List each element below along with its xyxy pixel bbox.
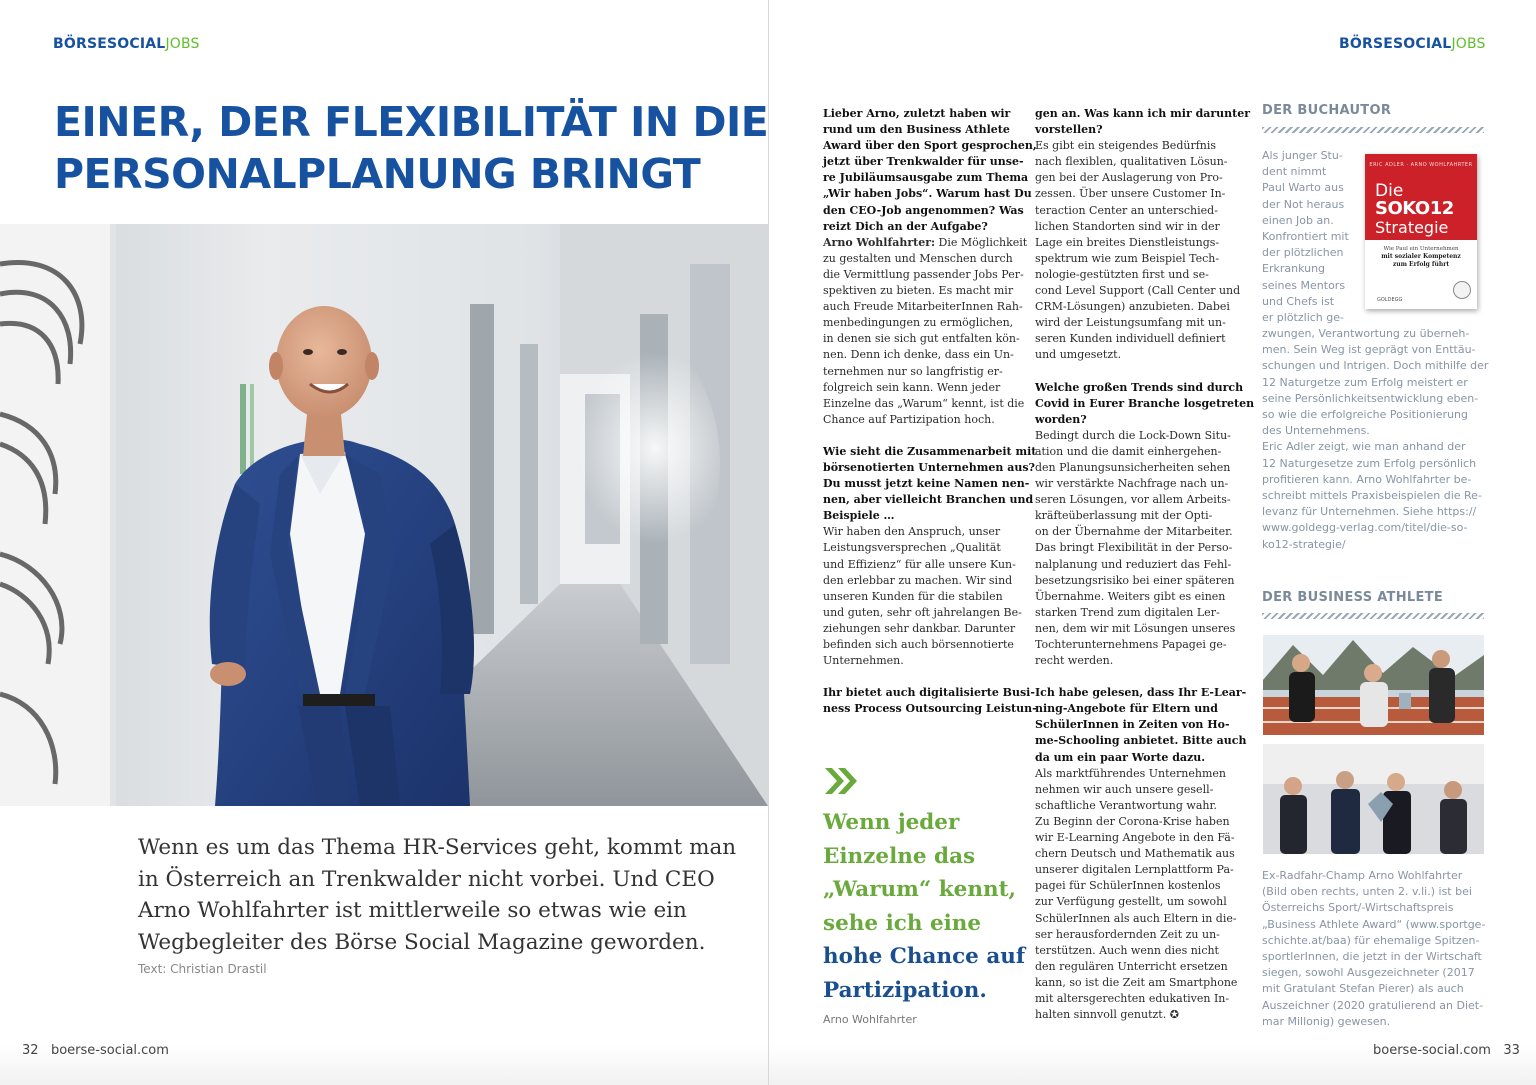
book-publisher: GOLDEGG — [1377, 297, 1403, 303]
lead-line: in Österreich an Trenkwalder nicht vorbei. Und CEO — [138, 866, 715, 892]
book-title: Strategie — [1375, 218, 1449, 237]
sidebar-title-author: DER BUCHAUTOR — [1262, 103, 1392, 118]
sidebar-rule — [1262, 127, 1484, 133]
brand-logo: BÖRSESOCIALJOBS — [1339, 36, 1486, 52]
author-credit: Text: Christian Drastil — [138, 962, 267, 976]
brand-logo: BÖRSESOCIALJOBS — [53, 36, 200, 52]
headline — [54, 96, 768, 200]
lead-line: Wegbegleiter des Börse Social Magazine geworden. — [138, 929, 706, 955]
speaker-name: Arno Wohlfahrter: — [823, 235, 936, 249]
right-page — [769, 0, 1536, 1085]
book-subtitle: Wie Paul ein Unternehmen mit sozialer Kompetenz zum Erfolg führt — [1381, 246, 1461, 268]
book-seal-icon — [1453, 281, 1471, 299]
page-number-left: 32 boerse-social.com — [22, 1043, 169, 1058]
award-photo-bottom — [1263, 744, 1484, 854]
article-column-2: gen an. Was kann ich mir darunter vorstellen? Es gibt ein steigendes Bedürfnis nach flexiblen, qualitativen Lösun- gen bei der Auslagerung von Pro- zessen. Über unsere Customer In- teraction Center an unterschied- lichen Standorten sind wir in der Lage ein breites Dienstleistungs- spektrum wie zum Beispiel Tech- nologie-gestützten first und se- cond Level Support (Call Center und CRM-Lösungen) anzubieten. Dabei wird der Leistungsumfang mit un- seren Kunden individuell definiert und umgesetzt. Welche großen Trends sind durch Covid in Eurer Branche losgetreten worden? Bedingt durch die Lock-Down Situ- ation und die damit einhergehen- den Planungsunsicherheiten sehen wir verstärkte Nachfrage nach un- seren Lösungen, vor allem Arbeits- kräfteüberlassung mit der Opti- on der Übernahme der Mitarbeiter. Das bringt Flexibilität in der Perso- nalplanung und reduziert das Fehl- besetzungsrisiko bei einer späteren Übernahme. Weiters gibt es einen starken Trend zum digitalen Ler- nen, dem wir mit Lösungen unseres Tochterunternehmens Papagei ge- recht werden. Ich habe gelesen, dass Ihr E-Lear- ning-Angebote für Eltern und SchülerInnen in Zeiten von Ho- me-Schooling anbietet. Bitte auch da um ein paar Worte dazu. Als marktführendes Unternehmen nehmen wir auch unsere gesell- schaftliche Verantwortung wahr. Zu Beginn der Corona-Krise haben wir E-Learning Angebote in den Fä- chern Deutsch und Mathematik aus unserer digitalen Lernplattform Pa- pagei für SchülerInnen kostenlos zur Verfügung gestellt, um sowohl SchülerInnen als auch Eltern in die- ser herausfordernden Zeit zu un- terstützen. Auch wenn dies nicht den regulären Unterricht ersetzen kann, so ist die Zeit am Smartphone mit altersgerechten edukativen In- halten sinnvoll genutzt. ✪ — [1035, 107, 1255, 1022]
lead-paragraph — [138, 832, 738, 958]
sidebar-athlete-caption: Ex-Radfahr-Champ Arno Wohlfahrter (Bild oben rechts, unten 2. v.li.) ist bei Österreichs Sport/-Wirtschaftspreis „Business Athlete Award“ (www.sportge- schichte.at/baa) für ehemalige Spitzen- sportlerInnen, die jetzt in der Wirtschaft siegen, sowohl Ausgezeichneter (2017 mit Gratulant Stefan Pierer) als auch Auszeichner (2020 gratulierend an Diet- mar Millonig) gewesen. — [1262, 869, 1486, 1028]
lead-line: Arno Wohlfahrter ist mittlerweile so etwas wie ein — [138, 898, 687, 923]
award-photo-top — [1263, 635, 1484, 735]
book-title: Die — [1375, 181, 1404, 201]
sidebar-title-athlete: DER BUSINESS ATHLETE — [1262, 590, 1444, 605]
page-number-right: boerse-social.com 33 — [1373, 1043, 1520, 1058]
pull-quote-attribution: Arno Wohlfahrter — [823, 1013, 917, 1026]
lead-line: Wenn es um das Thema HR-Services geht, kommt man — [138, 835, 737, 860]
sidebar-author-text-narrow: Als junger Stu- dent nimmt Paul Warto aus der Not heraus einen Job an. Konfrontiert mit der plötzlichen Erkrankung seines Mentors und Chefs ist er plötzlich ge- — [1262, 149, 1349, 325]
headline-line: EINER, DER FLEXIBILITÄT IN DIE — [54, 98, 768, 146]
pull-quote: Wenn jeder Einzelne das „Warum“ kennt, sehe ich eine hohe Chance auf Partizipation. — [823, 810, 1026, 1003]
book-authors: ERIC ADLER · ARNO WOHLFAHRTER — [1369, 162, 1473, 168]
headline-line: PERSONALPLANUNG BRINGT — [54, 150, 701, 198]
quote-arrows-icon — [823, 766, 859, 800]
portrait-photo — [0, 224, 768, 806]
sidebar-rule — [1262, 613, 1484, 619]
book-title: SOKO12 — [1375, 198, 1454, 219]
book-cover — [1365, 154, 1477, 309]
article-column-1: Lieber Arno, zuletzt haben wir rund um den Business Athlete Award über den Sport gesprochen, jetzt über Trenkwalder für unse- re Jubiläumsausgabe zum Thema „Wir haben Jobs“. Warum hast Du den CEO-Job angenommen? Was reizt Dich an der Aufgabe? Arno Wohlfahrter: Die Möglichkeit zu gestalten und Menschen durch die Vermittlung passender Jobs Per- spektiven zu bieten. Es macht mir auch Freude MitarbeiterInnen Rah- menbedingungen zu ermöglichen, in denen sie sich gut entfalten kön- nen. Denn ich denke, dass ein Un- ternehmen nur so langfristig er- folgreich sein kann. Wenn jeder Einzelne das „Warum“ kennt, ist die Chance auf Partizipation hoch. Wie sieht die Zusammenarbeit mit börsenotierten Unternehmen aus? Du musst jetzt keine Namen nen- nen, aber vielleicht Branchen und Beispiele … Wir haben den Anspruch, unser Leistungsversprechen „Qualität und Effizienz“ für alle unsere Kun- den erlebbar zu machen. Wir sind unseren Kunden für die stabilen und guten, sehr oft jahrelangen Be- ziehungen sehr dankbar. Darunter befinden sich auch börsennotierte Unternehmen. Ihr bietet auch digitalisierte Busi- ness Process Outsourcing Leistun- — [823, 107, 1037, 716]
sidebar-author-text: zwungen, Verantwortung zu überneh- men. Sein Weg ist geprägt von Enttäu- schungen und Intrigen. Doch mithilfe der 12 Naturgetze zum Erfolg meistert er seine Persönlichkeitsentwicklung eben- so wie die erfolgreiche Positionierung des Unternehmens. Eric Adler zeigt, wie man anhand der 12 Naturgesetze zum Erfolg persönlich profitieren kann. Arno Wohlfahrter be- schreibt mittels Praxisbeispielen die Re- levanz für Unternehmen. Siehe https:// www.goldegg-verlag.com/titel/die-so- ko12-strategie/ — [1262, 327, 1489, 551]
